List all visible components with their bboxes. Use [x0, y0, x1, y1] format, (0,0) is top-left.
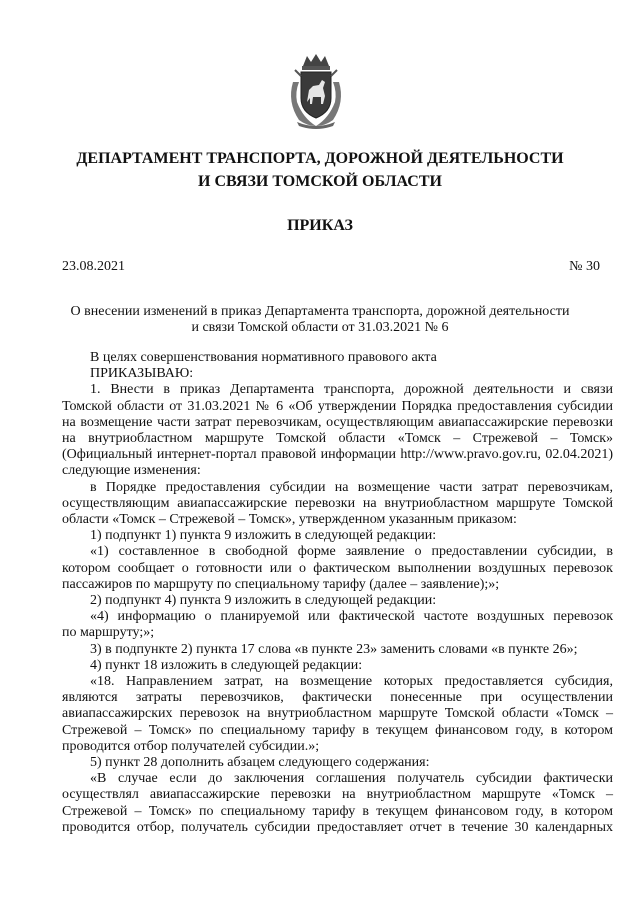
body-line: Стрежевой – Томск» по специальному тарифу в текущем финансовом году, в котором — [62, 803, 613, 819]
body-line: авиапассажирских перевозок на внутриобластном маршруте Томской области «Томск – — [62, 706, 613, 722]
body-line: «18. Направлением затрат, на возмещение которых предоставляется субсидия, — [90, 674, 613, 690]
body-line: проводится отбор, получатель субсидии предоставляет отчет в течение 30 календарных — [62, 819, 613, 835]
body-line: являются затраты перевозчиков, фактически понесенные при осуществлении — [62, 690, 613, 706]
body-line: по маршруту;»; — [62, 625, 155, 641]
order-date: 23.08.2021 — [62, 259, 125, 274]
department-title-line-2: И СВЯЗИ ТОМСКОЙ ОБЛАСТИ — [198, 173, 442, 190]
body-line: котором сообщает о готовности или о фактическом выполнении воздушных перевозок — [62, 560, 613, 576]
tomsk-coat-of-arms-emblem — [285, 52, 347, 130]
body-line: 3) в подпункте 2) пункта 17 слова «в пункте 23» заменить словами «в пункте 26»; — [90, 641, 578, 657]
body-line: В целях совершенствования нормативного правового акта — [90, 350, 437, 365]
order-body — [62, 350, 613, 836]
body-line: «4) информацию о планируемой или фактической частоте воздушных перевозок — [90, 609, 613, 625]
body-line: следующие изменения: — [62, 463, 201, 479]
body-line: осуществлял авиапассажирские перевозки на внутриобластном маршруте «Томск – — [62, 787, 613, 803]
document-type-title: ПРИКАЗ — [287, 217, 353, 234]
body-line: «В случае если до заключения соглашения получатель субсидии фактически — [90, 771, 613, 787]
subject-line-1: О внесении изменений в приказ Департамента транспорта, дорожной деятельности — [70, 304, 570, 319]
body-line: Томской области от 31.03.2021 № 6 «Об утверждении Порядка предоставления субсидии — [62, 398, 613, 414]
department-title-line-1: ДЕПАРТАМЕНТ ТРАНСПОРТА, ДОРОЖНОЙ ДЕЯТЕЛЬНОСТИ — [76, 150, 564, 167]
body-line: области «Томск – Стрежевой – Томск», утвержденном указанным приказом: — [62, 512, 517, 528]
body-line: в Порядке предоставления субсидии на возмещение части затрат перевозчикам, — [90, 479, 613, 495]
body-line: осуществляющим авиапассажирские перевозки на внутриобластном маршруте Томской — [62, 495, 613, 511]
body-line: на возмещение части затрат перевозчикам, осуществляющим авиапассажирские перевозки — [62, 414, 613, 430]
body-line: «1) составленное в свободной форме заявление о предоставлении субсидии, в — [90, 544, 613, 560]
body-line: проводится отбор получателей субсидии.»; — [62, 738, 320, 754]
body-line: 2) подпункт 4) пункта 9 изложить в следующей редакции: — [90, 593, 437, 609]
body-line: ПРИКАЗЫВАЮ: — [90, 366, 194, 382]
body-line: (Официальный интернет-портал правовой информации http://www.pravo.gov.ru, 02.04.2021) — [62, 447, 613, 463]
body-line: 1) подпункт 1) пункта 9 изложить в следующей редакции: — [90, 528, 437, 544]
body-line: 4) пункт 18 изложить в следующей редакции: — [90, 657, 363, 673]
body-line: на внутриобластном маршруте Томской области «Томск – Стрежевой – Томск» — [62, 431, 613, 447]
body-line: пассажиров по маршруту по специальному тарифу (далее – заявление);»; — [62, 576, 500, 592]
order-number: № 30 — [569, 259, 600, 274]
body-line: 5) пункт 28 дополнить абзацем следующего содержания: — [90, 755, 430, 771]
body-line: Стрежевой – Томск» по специальному тарифу в текущем финансовом году, в котором — [62, 722, 613, 738]
subject-line-2: и связи Томской области от 31.03.2021 № 6 — [191, 320, 449, 335]
body-line: 1. Внести в приказ Департамента транспорта, дорожной деятельности и связи — [90, 382, 613, 398]
